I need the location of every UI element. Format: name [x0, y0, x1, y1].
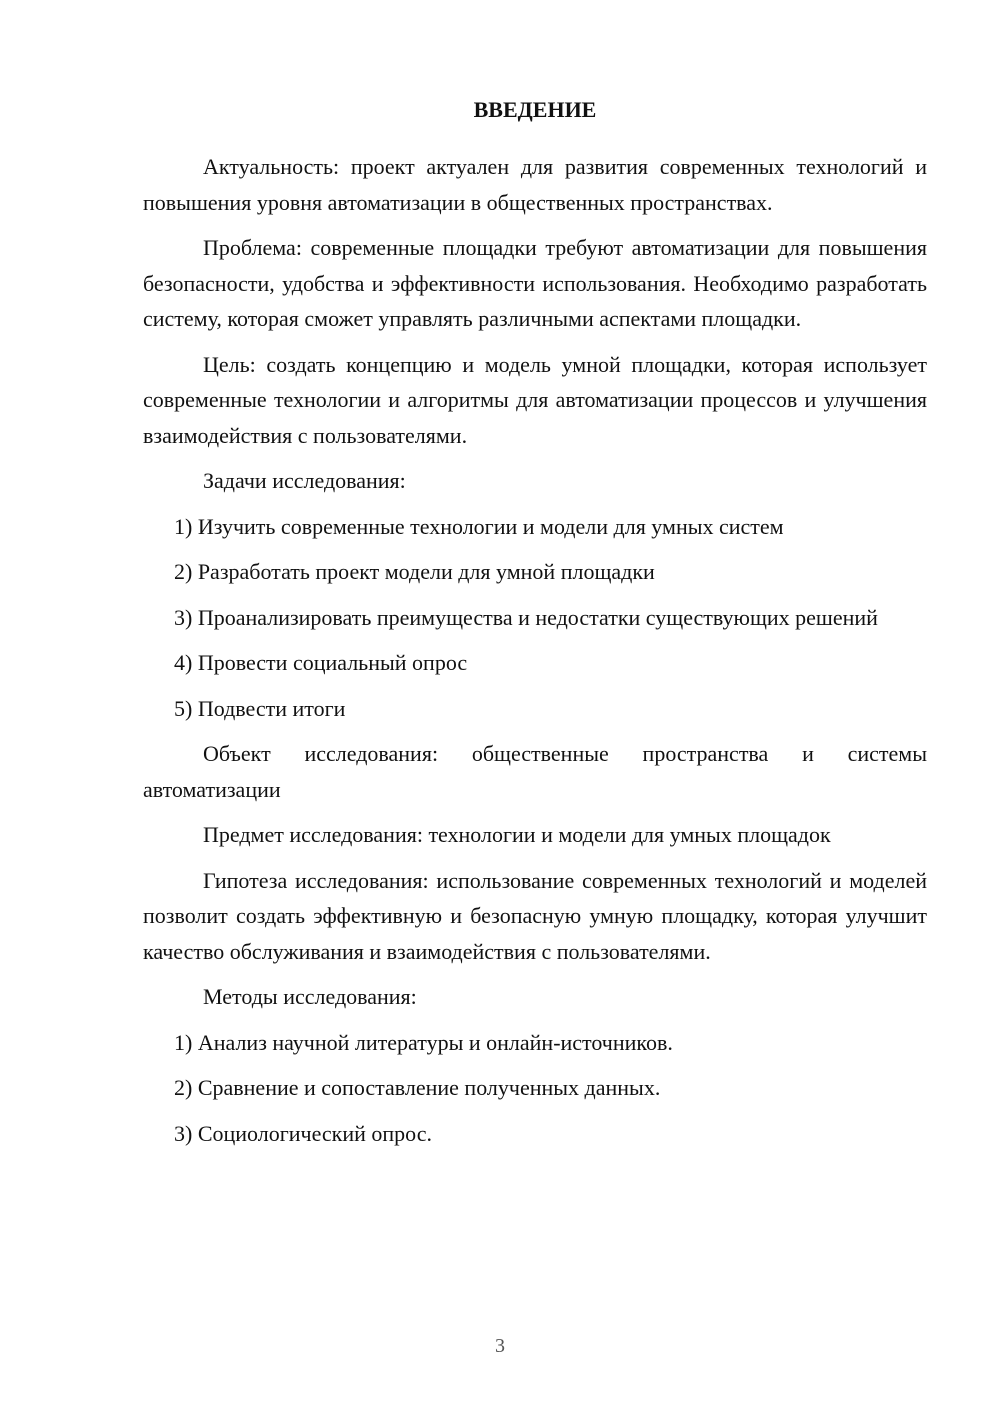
- page-number: 3: [495, 1335, 505, 1357]
- object-paragraph: Объект исследования: общественные пространства и системы автоматизации: [143, 741, 927, 802]
- task-item-3: 3) Проанализировать преимущества и недостатки существующих решений: [174, 604, 878, 630]
- tasks-heading: Задачи исследования:: [203, 468, 406, 493]
- task-item-1: 1) Изучить современные технологии и модели для умных систем: [174, 513, 784, 539]
- goal-paragraph: Цель: создать концепцию и модель умной площадки, которая использует современные технологии и алгоритмы для автоматизации процессов и улучшения взаимодействия с пользователями.: [143, 351, 927, 448]
- task-item-4: 4) Провести социальный опрос: [174, 650, 468, 675]
- method-item-3: 3) Социологический опрос.: [174, 1120, 432, 1146]
- task-item-2: 2) Разработать проект модели для умной площадки: [174, 559, 655, 584]
- method-item-1: 1) Анализ научной литературы и онлайн-источников.: [174, 1029, 673, 1055]
- methods-heading: Методы исследования:: [203, 984, 417, 1009]
- task-item-5: 5) Подвести итоги: [174, 695, 346, 721]
- relevance-paragraph: Актуальность: проект актуален для развития современных технологий и повышения уровня автоматизации в общественных пространствах.: [143, 154, 927, 215]
- method-item-2: 2) Сравнение и сопоставление полученных данных.: [174, 1075, 661, 1100]
- problem-paragraph: Проблема: современные площадки требуют автоматизации для повышения безопасности, удобства и эффективности использования. Необходимо разработать систему, которая сможет управлять различными аспектами площадки.: [143, 235, 927, 331]
- document-page: [143, 92, 927, 1161]
- document-title: ВВЕДЕНИЕ: [473, 97, 597, 122]
- hypothesis-paragraph: Гипотеза исследования: использование современных технологий и моделей позволит создать эффективную и безопасную умную площадку, которая улучшит качество обслуживания и взаимодействия с пользователями.: [143, 867, 927, 964]
- subject-paragraph: Предмет исследования: технологии и модели для умных площадок: [203, 822, 831, 847]
